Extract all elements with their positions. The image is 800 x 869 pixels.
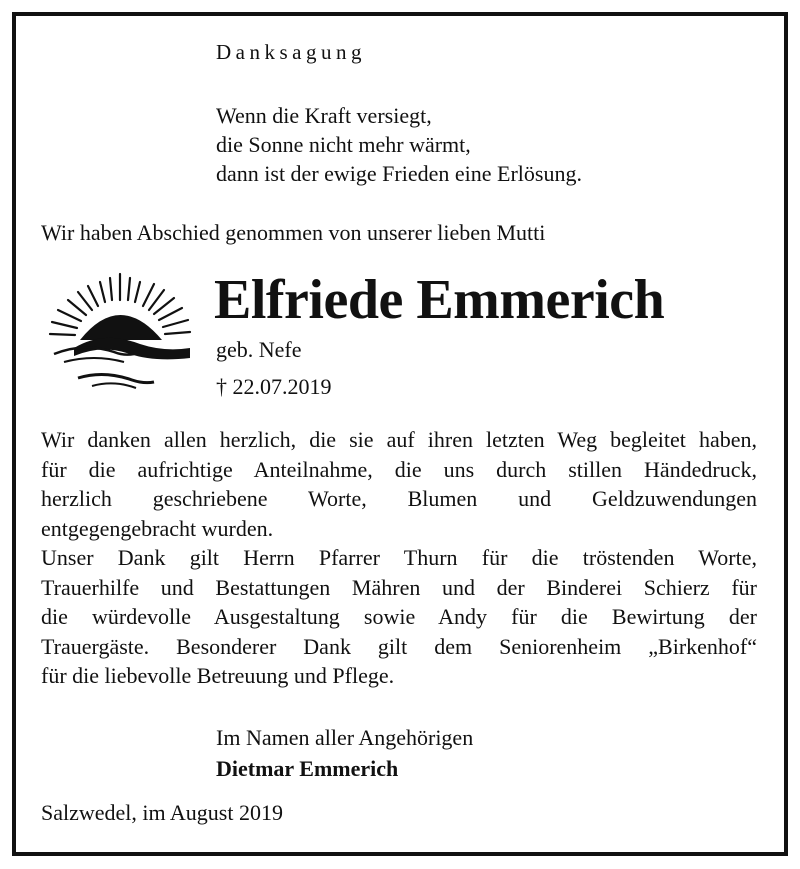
intro-text: Wir haben Abschied genommen von unserer lieben Mutti: [41, 220, 546, 245]
thanks-line: für die aufrichtige Anteilnahme, die uns durch stillen Händedruck,: [41, 456, 757, 482]
sunset-over-hills-icon: [44, 270, 196, 396]
maiden-name: geb. Nefe: [216, 337, 302, 362]
thanks-text: [41, 425, 757, 691]
thanks-line: für die liebevolle Betreuung und Pflege.: [41, 663, 395, 688]
signer-name: Dietmar Emmerich: [216, 756, 399, 781]
thanks-line: herzlich geschriebene Worte, Blumen und Geldzuwendungen: [41, 486, 757, 511]
thanks-line: Trauerhilfe und Bestattungen Mähren und der Binderei Schierz für: [41, 574, 757, 600]
thanks-line: entgegengebracht wurden.: [41, 515, 274, 541]
poem-line: dann ist der ewige Frieden eine Erlösung.: [216, 161, 582, 186]
thanks-line: Wir danken allen herzlich, die sie auf ihren letzten Weg begleitet haben,: [41, 427, 757, 452]
place-and-date: Salzwedel, im August 2019: [41, 800, 283, 825]
death-date: † 22.07.2019: [216, 374, 332, 399]
signature-block: [216, 722, 473, 784]
thanks-line: Trauergäste. Besonderer Dank gilt dem Seniorenheim „Birkenhof“: [41, 633, 757, 659]
deceased-name: Elfriede Emmerich: [214, 269, 665, 331]
notice-heading: Danksagung: [216, 40, 366, 64]
poem-line: Wenn die Kraft versiegt,: [216, 103, 432, 128]
on-behalf-text: Im Namen aller Angehörigen: [216, 725, 474, 750]
thanks-line: die würdevolle Ausgestaltung sowie Andy für die Bewirtung der: [41, 604, 757, 629]
thanks-line: Unser Dank gilt Herrn Pfarrer Thurn für die tröstenden Worte,: [41, 545, 757, 570]
poem-line: die Sonne nicht mehr wärmt,: [216, 132, 471, 157]
poem: [216, 101, 582, 188]
